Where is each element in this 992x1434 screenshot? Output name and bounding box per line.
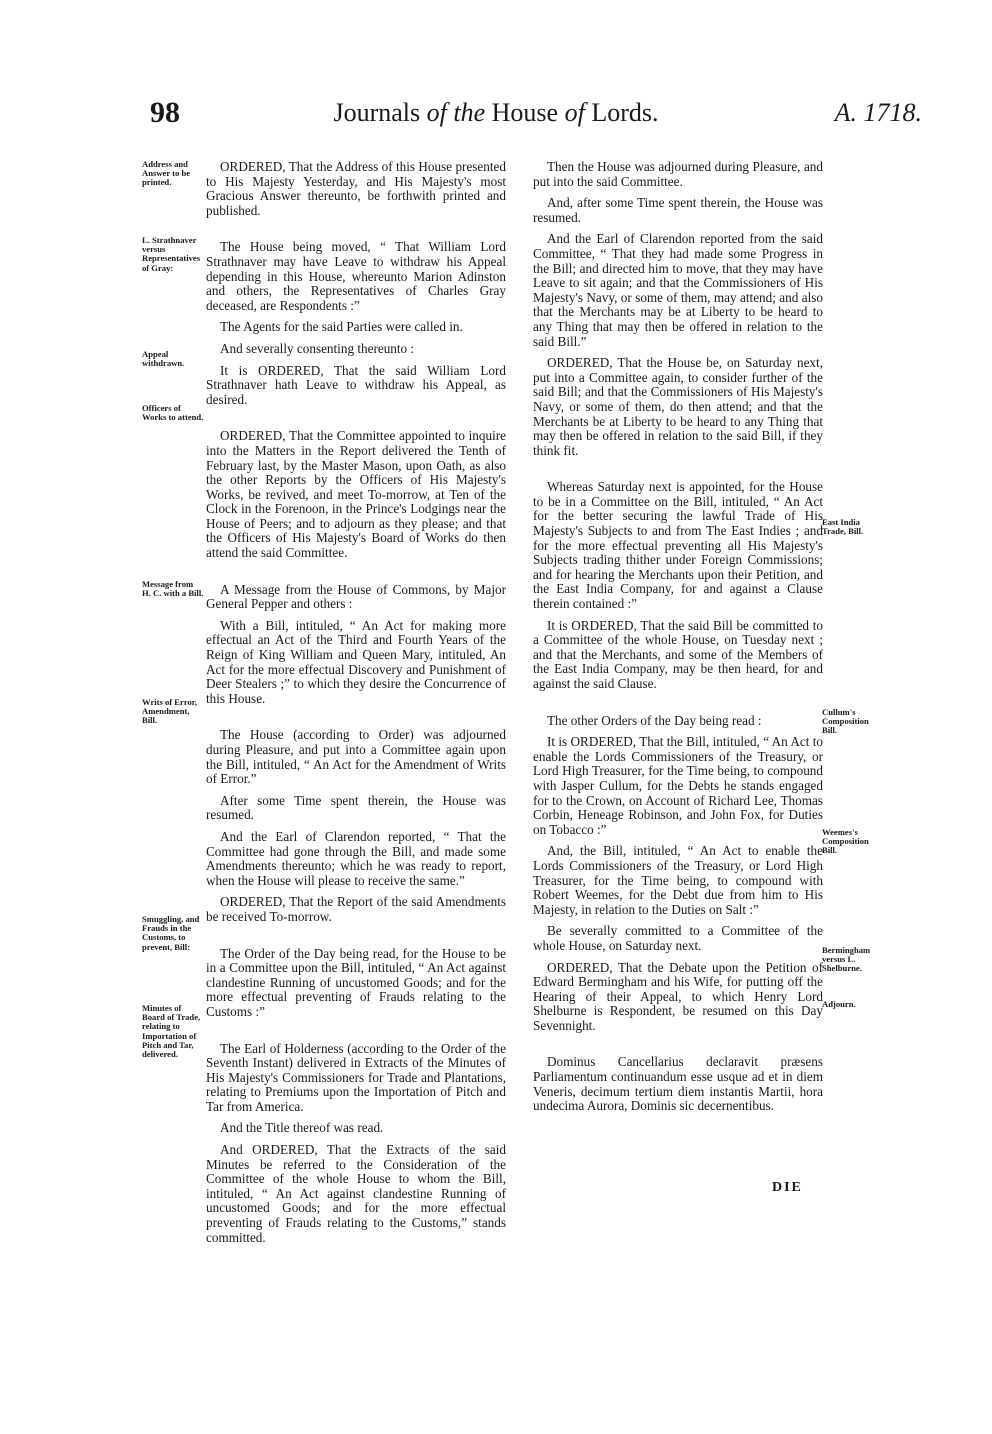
margin-note-right: Cullum's Composition Bill.: [822, 707, 869, 736]
page-number: 98: [150, 96, 180, 129]
margin-note-right: Adjourn.: [822, 999, 856, 1009]
journal-title: Journals of the House of Lords.: [333, 98, 659, 127]
paragraph: The Order of the Day being read, for the House to be in a Committee upon the Bill, intituled, “ An Act against clandestine Running of uncustomed Goods; and for the more effectual preventing of Frauds relating to the Customs :”: [206, 945, 506, 1019]
paragraph: The Earl of Holderness (according to the Order of the Seventh Instant) delivered in Extracts of the Minutes of His Majesty's Commissioners for Trade and Plantations, relating to Premiums upon the Importation of Pitch and Tar from America.: [206, 1040, 506, 1114]
margin-note-left: Address and Answer to be printed.: [142, 159, 191, 188]
paragraph: And ORDERED, That the Extracts of the said Minutes be referred to the Consideration of the Committee of the whole House to whom the Bill, intituled, “ An Act against clandestine Running of uncustomed Goods; and for the more effectual preventing of Frauds relating to the Customs,” stands committed.: [206, 1142, 506, 1245]
margin-note-right: Weemes's Composition Bill.: [822, 827, 869, 856]
paragraph: It is ORDERED, That the said Bill be committed to a Committee of the whole House, on Tuesday next ; and that the Merchants, and some of the Members of the East India Company, may be then heard, for and against the said Clause.: [533, 617, 823, 691]
paragraph: And the Earl of Clarendon reported, “ That the Committee had gone through the Bill, and made some Amendments thereunto; which he was ready to report, when the House will please to receive the same.”: [206, 828, 506, 888]
margin-note-left: L. Strathnaver versus Representatives of Gray:: [142, 235, 201, 273]
paragraph-latin: Dominus Cancellarius declaravit præsens Parliamentum continuandum esse usque ad et in diem Veneris, decimum tertium diem instantis Martii, hora undecima Aurora, Dominis sic decernentibus.: [533, 1054, 823, 1114]
paragraph: Whereas Saturday next is appointed, for the House to be in a Committee on the Bill, intituled, “ An Act for the better securing the lawful Trade of His Majesty's Subjects to and from The East Indies ; and for the more effectual preventing all His Majesty's Subjects trading thither under Foreign Commissions; and for hearing the Merchants upon their Petition, and the East India Company, for and against a Clause therein contained :”: [533, 479, 823, 612]
paragraph: ORDERED, That the Committee appointed to inquire into the Matters in the Report delivered the Tenth of February last, by the Master Mason, upon Oath, as also the other Reports by the Officers of His Majesty's Works, be revived, and meet To-morrow, at Ten of the Clock in the Forenoon, in the Prince's Lodgings near the House of Peers; and to adjourn as they please; and that the Officers of His Majesty's Board of Works do then attend the said Committee.: [206, 428, 506, 561]
paragraph: And the Earl of Clarendon reported from the said Committee, “ That they had made some Progress in the Bill; and directed him to move, that they may have Leave to sit again; and that the Commissioners of His Majesty's Navy, or some of them, may attend; and also that the Merchants may be at Liberty to be heard to any Thing that may then be offered in relation to the said Bill.”: [533, 231, 823, 349]
paragraph: After some Time spent therein, the House was resumed.: [206, 792, 506, 823]
paragraph: And, the Bill, intituled, “ An Act to enable the Lords Commissioners of the Treasury, or Lord High Treasurer, for the Time being, to compound with Robert Weemes, for the Debt due from him to His Majesty, in relation to the Duties on Salt :”: [533, 843, 823, 917]
margin-note-right: Bermingham versus L. Shelburne.: [822, 945, 871, 974]
paragraph: It is ORDERED, That the said William Lord Strathnaver hath Leave to withdraw his Appeal, as desired.: [206, 362, 506, 407]
year: A. 1718.: [834, 98, 922, 127]
paragraph: The Agents for the said Parties were called in.: [220, 319, 463, 335]
page-header: [0, 96, 992, 136]
margin-note-left: Appeal withdrawn.: [142, 349, 185, 369]
margin-note-right: East India Trade, Bill.: [822, 517, 864, 537]
paragraph: A Message from the House of Commons, by Major General Pepper and others :: [206, 581, 506, 612]
paragraph: And the Title thereof was read.: [220, 1120, 384, 1136]
catchword: DIE: [772, 1180, 803, 1195]
paragraph: ORDERED, That the Address of this House presented to His Majesty Yesterday, and His Majesty's most Gracious Answer thereunto, be forthwith printed and published.: [206, 159, 506, 218]
margin-note-left: Message from H. C. with a Bill.: [142, 579, 204, 599]
paragraph: ORDERED, That the Debate upon the Petition of Edward Bermingham and his Wife, for putting off the Hearing of their Appeal, to which Henry Lord Shelburne is Respondent, be resumed on this Day Sevennight.: [533, 959, 823, 1033]
paragraph: With a Bill, intituled, “ An Act for making more effectual an Act of the Third and Fourth Years of the Reign of King William and Queen Mary, intituled, An Act for the more effectual Discovery and Punishment of Deer Stealers ;” to which they desire the Concurrence of this House.: [206, 617, 506, 706]
paragraph: And severally consenting thereunto :: [220, 340, 415, 356]
paragraph: Be severally committed to a Committee of the whole House, on Saturday next.: [533, 923, 823, 953]
paragraph: The House (according to Order) was adjourned during Pleasure, and put into a Committee again upon the Bill, intituled, “ An Act for the Amendment of Writs of Error.”: [206, 727, 506, 787]
paragraph: Then the House was adjourned during Pleasure, and put into the said Committee.: [533, 159, 823, 189]
paragraph: The House being moved, “ That William Lord Strathnaver may have Leave to withdraw his Appeal depending in this House, whereunto Marion Adinston and others, the Representatives of Charles Gray deceased, are Respondents :”: [206, 239, 506, 313]
margin-note-left: Smuggling, and Frauds in the Customs, to prevent, Bill:: [142, 914, 200, 952]
paragraph: ORDERED, That the House be, on Saturday next, put into a Committee again, to consider further of the said Bill; and that the Commissioners of His Majesty's Navy, or some of them, do then attend; and that the Merchants be at Liberty to be heard to any Thing that may then be offered in relation to the said Bill, if they think fit.: [533, 355, 823, 458]
right-column: [533, 160, 823, 1121]
left-column: [206, 160, 506, 1252]
paragraph: The other Orders of the Day being read :: [547, 712, 762, 728]
paragraph: And, after some Time spent therein, the House was resumed.: [533, 195, 823, 225]
paragraph: ORDERED, That the Report of the said Amendments be received To-morrow.: [206, 894, 506, 924]
paragraph: It is ORDERED, That the Bill, intituled, “ An Act to enable the Lords Commissioners of the Treasury, or Lord High Treasurer, for the Time being, to compound with Jasper Cullum, for the Debts he stands engaged for to the Crown, on Account of Richard Lee, Thomas Corbin, Heneage Robinson, and John Fox, for Duties on Tobacco :”: [533, 734, 823, 837]
margin-note-left: Minutes of Board of Trade, relating to Importation of Pitch and Tar, delivered.: [142, 1003, 201, 1060]
margin-note-left: Writs of Error, Amendment, Bill.: [142, 697, 197, 726]
margin-note-left: Officers of Works to attend.: [142, 403, 204, 423]
